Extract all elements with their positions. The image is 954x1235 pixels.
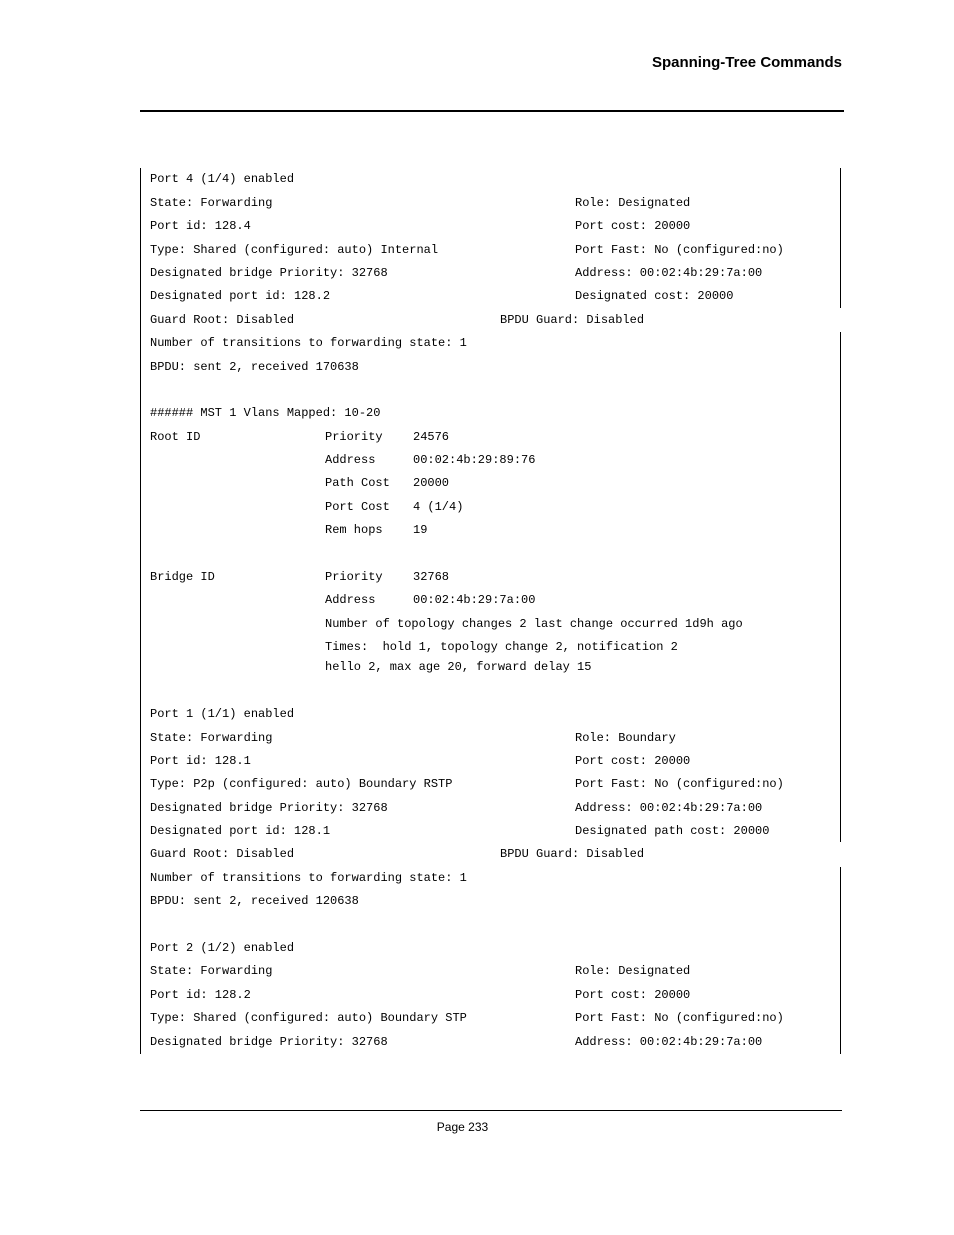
output-text: Role: Designated	[575, 196, 691, 210]
output-text: Path Cost	[325, 476, 390, 490]
output-text: Type: P2p (configured: auto) Boundary RSTP	[150, 777, 453, 791]
output-text: Designated port id: 128.2	[150, 289, 331, 303]
output-text: Number of topology changes 2 last change occurred 1d9h ago	[325, 617, 743, 631]
output-text: Rem hops	[325, 523, 383, 537]
output-text: 4 (1/4)	[413, 500, 464, 514]
output-text: Port id: 128.1	[150, 754, 251, 768]
output-text: Designated bridge Priority: 32768	[150, 801, 388, 815]
output-text: Address	[325, 453, 376, 467]
page-title: Spanning-Tree Commands	[651, 54, 842, 71]
output-text: Root ID	[150, 430, 201, 444]
output-text: Port id: 128.4	[150, 219, 251, 233]
output-text: Type: Shared (configured: auto) Boundary STP	[150, 1011, 467, 1025]
output-text: Number of transitions to forwarding state: 1	[150, 871, 467, 885]
output-text: 19	[413, 523, 428, 537]
output-text: Priority	[325, 570, 383, 584]
output-text: Address: 00:02:4b:29:7a:00	[575, 266, 763, 280]
output-text: Designated port id: 128.1	[150, 824, 331, 838]
output-text: 20000	[413, 476, 450, 490]
output-text: Port 1 (1/1) enabled	[150, 707, 295, 721]
output-text: Role: Designated	[575, 964, 691, 978]
page-number: Page 233	[436, 1120, 489, 1134]
output-text: Port 4 (1/4) enabled	[150, 172, 295, 186]
right-change-bar-1	[840, 168, 841, 308]
right-change-bar-2	[840, 332, 841, 842]
output-text: Designated bridge Priority: 32768	[150, 1035, 388, 1049]
output-text: Times: hold 1, topology change 2, notification 2	[325, 640, 678, 654]
output-text: Port 2 (1/2) enabled	[150, 941, 295, 955]
output-text: BPDU Guard: Disabled	[500, 847, 645, 861]
output-text: Designated cost: 20000	[575, 289, 734, 303]
output-text: Port Fast: No (configured:no)	[575, 777, 784, 791]
footer-divider	[140, 1110, 842, 1111]
right-change-bar-3	[840, 867, 841, 1054]
output-text: State: Forwarding	[150, 964, 273, 978]
output-text: hello 2, max age 20, forward delay 15	[325, 660, 592, 674]
output-text: Port cost: 20000	[575, 219, 691, 233]
output-text: 00:02:4b:29:89:76	[413, 453, 536, 467]
output-text: State: Forwarding	[150, 196, 273, 210]
header-divider	[140, 110, 844, 112]
left-change-bar	[140, 168, 141, 1054]
output-text: Designated bridge Priority: 32768	[150, 266, 388, 280]
output-text: Priority	[325, 430, 383, 444]
output-text: Port Fast: No (configured:no)	[575, 243, 784, 257]
output-text: Port id: 128.2	[150, 988, 251, 1002]
output-text: Port Cost	[325, 500, 390, 514]
output-text: BPDU: sent 2, received 120638	[150, 894, 359, 908]
output-text: Port cost: 20000	[575, 754, 691, 768]
output-text: 24576	[413, 430, 450, 444]
output-text: Port Fast: No (configured:no)	[575, 1011, 784, 1025]
output-text: Guard Root: Disabled	[150, 847, 295, 861]
output-text: Bridge ID	[150, 570, 215, 584]
output-text: Designated path cost: 20000	[575, 824, 770, 838]
output-text: ###### MST 1 Vlans Mapped: 10-20	[150, 406, 381, 420]
output-text: BPDU: sent 2, received 170638	[150, 360, 359, 374]
output-text: Type: Shared (configured: auto) Internal	[150, 243, 439, 257]
output-text: Role: Boundary	[575, 731, 676, 745]
output-text: State: Forwarding	[150, 731, 273, 745]
output-text: Address: 00:02:4b:29:7a:00	[575, 801, 763, 815]
output-text: BPDU Guard: Disabled	[500, 313, 645, 327]
output-text: Port cost: 20000	[575, 988, 691, 1002]
output-text: Address	[325, 593, 376, 607]
output-text: Number of transitions to forwarding state: 1	[150, 336, 467, 350]
output-text: 32768	[413, 570, 450, 584]
output-text: Guard Root: Disabled	[150, 313, 295, 327]
output-text: Address: 00:02:4b:29:7a:00	[575, 1035, 763, 1049]
output-text: 00:02:4b:29:7a:00	[413, 593, 536, 607]
